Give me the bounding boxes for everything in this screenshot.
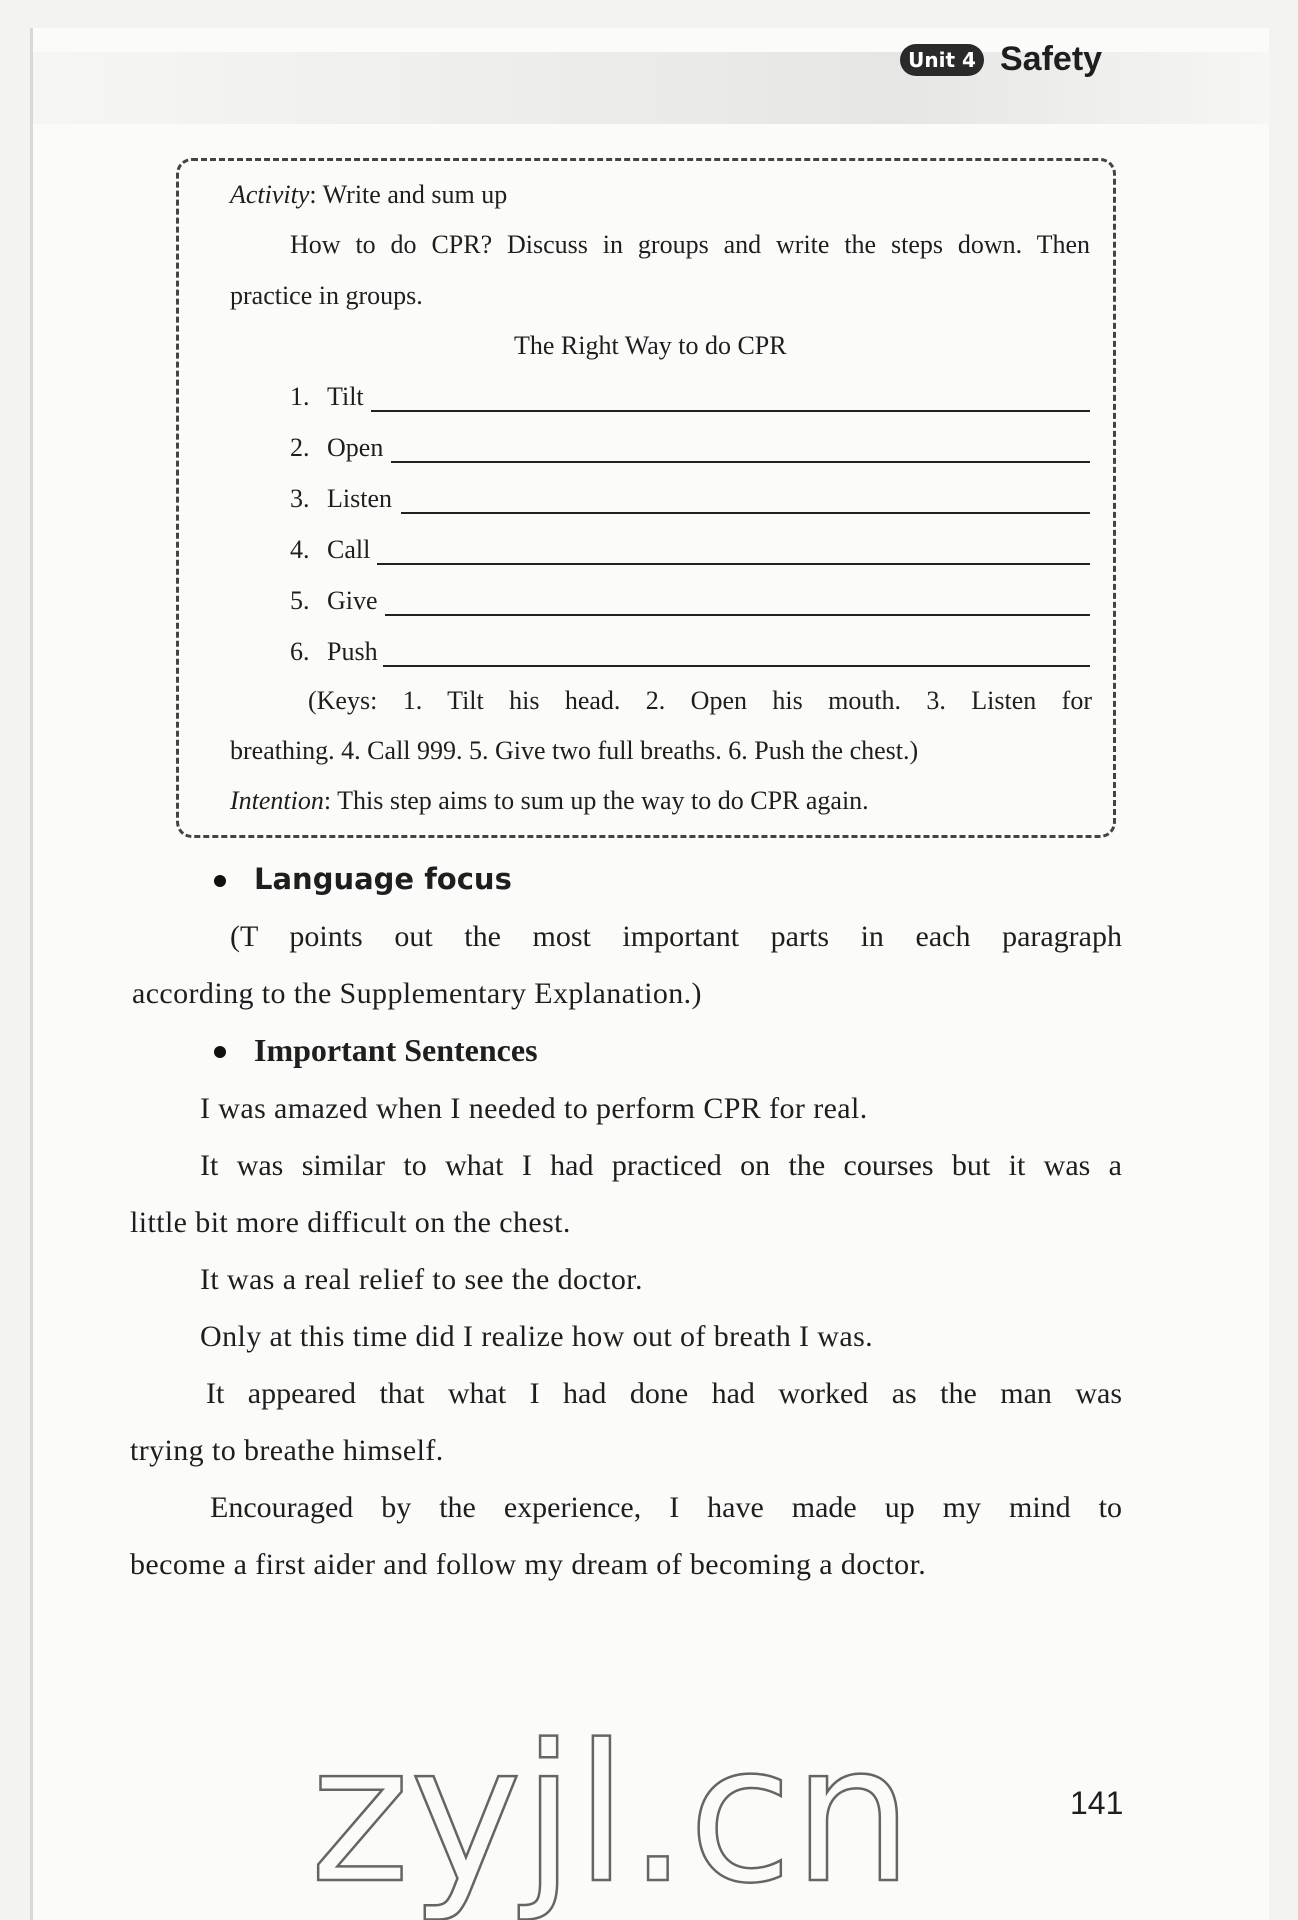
step-label: Give bbox=[327, 586, 378, 615]
sentence-1: I was amazed when I needed to perform CPR for real. bbox=[200, 1092, 868, 1125]
step-label: Push bbox=[327, 637, 378, 666]
sentence-2-line2: little bit more difficult on the chest. bbox=[130, 1206, 571, 1239]
activity-label: Activity bbox=[230, 180, 310, 209]
answer-blank[interactable] bbox=[391, 461, 1090, 463]
sentence-5-line1: It appeared that what I had done had worked as the man was bbox=[206, 1377, 1122, 1410]
sentence-4: Only at this time did I realize how out of breath I was. bbox=[200, 1320, 874, 1353]
activity-text: Write and sum up bbox=[322, 180, 508, 209]
sentence-6-line2: become a first aider and follow my dream of becoming a doctor. bbox=[130, 1548, 927, 1581]
step-number: 5. bbox=[290, 586, 310, 615]
activity-colon: : bbox=[309, 180, 323, 209]
answer-blank[interactable] bbox=[371, 410, 1090, 412]
answer-blank[interactable] bbox=[377, 563, 1090, 565]
step-label: Listen bbox=[327, 484, 392, 513]
activity-title: The Right Way to do CPR bbox=[514, 331, 787, 360]
step-number: 3. bbox=[290, 484, 310, 513]
step-label: Call bbox=[327, 535, 371, 564]
sentence-6-line1: Encouraged by the experience, I have made up my mind to bbox=[210, 1491, 1122, 1524]
language-focus-note-line2: according to the Supplementary Explanation.) bbox=[132, 977, 702, 1010]
keys-line2: breathing. 4. Call 999. 5. Give two full breaths. 6. Push the chest.) bbox=[230, 736, 919, 765]
sentence-5-line2: trying to breathe himself. bbox=[130, 1434, 444, 1467]
activity-line bbox=[230, 180, 507, 210]
step-number: 6. bbox=[290, 637, 310, 666]
step-number: 4. bbox=[290, 535, 310, 564]
bullet-icon bbox=[214, 875, 226, 887]
unit-title: Safety bbox=[1000, 40, 1103, 78]
intention-colon: : bbox=[323, 786, 338, 815]
language-focus-heading: Language focus bbox=[254, 862, 512, 896]
unit-badge: Unit 4 bbox=[900, 44, 984, 76]
answer-blank[interactable] bbox=[385, 614, 1090, 616]
intention-label: Intention bbox=[230, 786, 324, 815]
answer-blank[interactable] bbox=[383, 665, 1090, 667]
instruction-line2: practice in groups. bbox=[230, 281, 423, 310]
step-label: Tilt bbox=[327, 382, 364, 411]
instruction-line1: How to do CPR? Discuss in groups and write the steps down. Then bbox=[290, 230, 1090, 259]
watermark-text: zyjl.cn bbox=[310, 1704, 914, 1920]
intention-text: This step aims to sum up the way to do CPR again. bbox=[337, 786, 869, 815]
answer-blank[interactable] bbox=[401, 512, 1090, 514]
keys-line1: (Keys: 1. Tilt his head. 2. Open his mouth. 3. Listen for bbox=[308, 686, 1092, 715]
intention-line bbox=[230, 786, 869, 816]
sentence-2-line1: It was similar to what I had practiced on the courses but it was a bbox=[200, 1149, 1122, 1182]
step-number: 2. bbox=[290, 433, 310, 462]
important-sentences-heading: Important Sentences bbox=[254, 1032, 538, 1068]
page-number: 141 bbox=[1070, 1785, 1124, 1821]
language-focus-note-line1: (T points out the most important parts in each paragraph bbox=[230, 920, 1122, 953]
bullet-icon bbox=[214, 1046, 226, 1058]
sentence-3: It was a real relief to see the doctor. bbox=[200, 1263, 643, 1296]
step-label: Open bbox=[327, 433, 384, 462]
step-number: 1. bbox=[290, 382, 310, 411]
watermark-logo bbox=[310, 1690, 914, 1920]
